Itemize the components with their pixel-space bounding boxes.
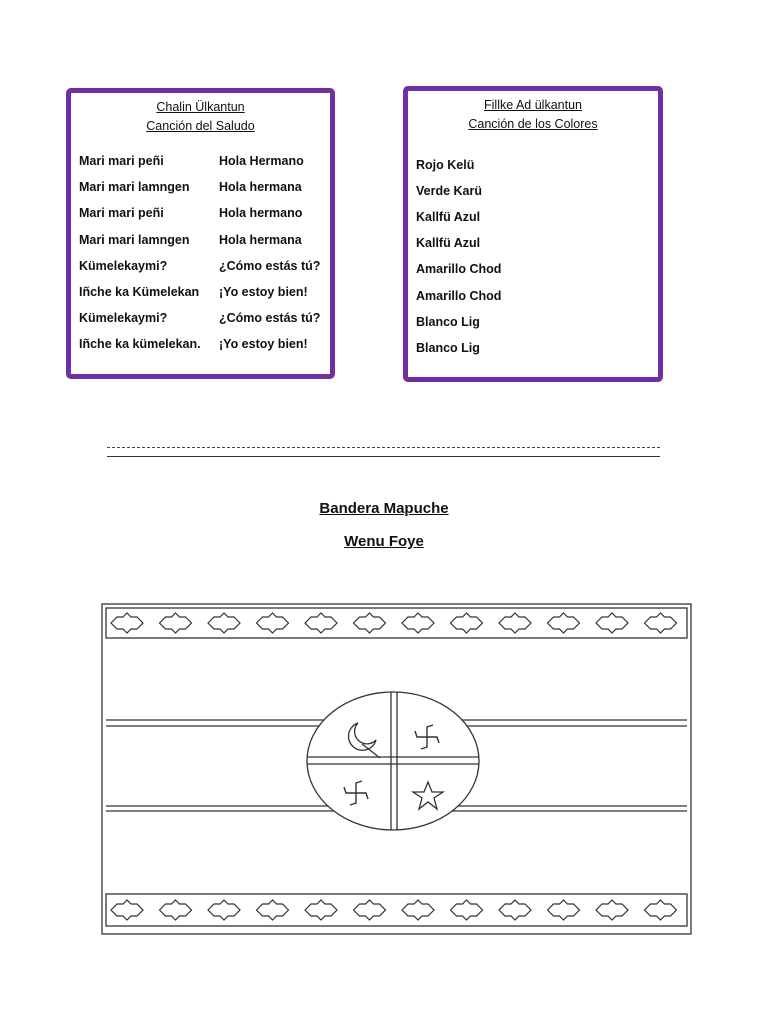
- lyric-mapudungun: Kümelekaymi?: [79, 258, 168, 273]
- lyric-spanish: ¿Cómo estás tú?: [219, 311, 321, 326]
- bottom-band: [106, 894, 687, 926]
- color-line: Amarillo Chod: [416, 262, 502, 277]
- diamond-motif: [208, 900, 240, 920]
- color-line: Kallfü Azul: [416, 236, 481, 251]
- lyric-row: [79, 305, 329, 331]
- lyric-mapudungun: Kümelekaymi?: [79, 311, 168, 326]
- colores-subtitle: Canción de los Colores: [468, 117, 598, 131]
- cut-line-divider: [107, 447, 660, 457]
- diamond-motif: [499, 900, 531, 920]
- lyric-row: [79, 200, 329, 226]
- lyric-spanish: Hola hermana: [219, 232, 302, 247]
- lyric-spanish: ¡Yo estoy bien!: [219, 337, 308, 352]
- diamond-motif: [402, 900, 434, 920]
- lyric-mapudungun: Mari mari lamngen: [79, 232, 190, 247]
- top-band: [106, 608, 687, 638]
- lyric-mapudungun: Mari mari peñi: [79, 154, 164, 169]
- diamond-motif: [257, 613, 289, 633]
- flag-title: Bandera Mapuche: [319, 500, 449, 517]
- bottom-motif-row: [111, 900, 677, 920]
- diamond-motif: [111, 613, 143, 633]
- diamond-motif: [596, 900, 628, 920]
- diamond-motif: [111, 900, 143, 920]
- diamond-motif: [548, 613, 580, 633]
- kultrun-emblem: [307, 678, 479, 830]
- saludo-title: Chalin Ülkantun: [156, 100, 245, 114]
- colores-song-box: [403, 86, 663, 382]
- kultrun-circle: [307, 692, 479, 830]
- color-line: Rojo Kelü: [416, 158, 475, 173]
- diamond-motif: [548, 900, 580, 920]
- saludo-lyrics: [79, 148, 329, 358]
- diamond-motif: [451, 613, 483, 633]
- colores-lyrics: [416, 152, 501, 361]
- saludo-subtitle: Canción del Saludo: [146, 119, 255, 133]
- color-line: Amarillo Chod: [416, 288, 502, 303]
- lyric-spanish: Hola hermana: [219, 180, 302, 195]
- diamond-motif: [160, 900, 192, 920]
- lyric-spanish: Hola Hermano: [219, 154, 304, 169]
- color-line: Blanco Lig: [416, 340, 480, 355]
- lyric-row: [79, 331, 329, 357]
- diamond-motif: [160, 613, 192, 633]
- lyric-mapudungun: Mari mari peñi: [79, 206, 164, 221]
- lyric-row: [79, 253, 329, 279]
- diamond-motif: [305, 613, 337, 633]
- lyric-mapudungun: Iñche ka kümelekan.: [79, 337, 201, 352]
- lyric-row: [79, 174, 329, 200]
- lyric-row: [79, 148, 329, 174]
- diamond-motif: [499, 613, 531, 633]
- colores-title: Fillke Ad ülkantun: [484, 98, 582, 112]
- lyric-spanish: Hola hermano: [219, 206, 303, 221]
- flag-subtitle: Wenu Foye: [344, 533, 424, 550]
- lyric-mapudungun: Iñche ka Kümelekan: [79, 285, 200, 300]
- lyric-row: [79, 227, 329, 253]
- color-line: Verde Karü: [416, 184, 483, 199]
- diamond-motif: [402, 613, 434, 633]
- diamond-motif: [354, 900, 386, 920]
- lyric-mapudungun: Mari mari lamngen: [79, 180, 190, 195]
- diamond-motif: [645, 900, 677, 920]
- color-line: Kallfü Azul: [416, 210, 481, 225]
- lyric-spanish: ¿Cómo estás tú?: [219, 258, 321, 273]
- diamond-motif: [596, 613, 628, 633]
- diamond-motif: [451, 900, 483, 920]
- lyric-row: [79, 279, 329, 305]
- diamond-motif: [354, 613, 386, 633]
- mapuche-flag-drawing: [100, 598, 696, 938]
- diamond-motif: [305, 900, 337, 920]
- top-motif-row: [111, 613, 677, 633]
- saludo-song-box: [66, 88, 335, 379]
- diamond-motif: [645, 613, 677, 633]
- diamond-motif: [257, 900, 289, 920]
- color-line: Blanco Lig: [416, 314, 480, 329]
- diamond-motif: [208, 613, 240, 633]
- lyric-spanish: ¡Yo estoy bien!: [219, 285, 308, 300]
